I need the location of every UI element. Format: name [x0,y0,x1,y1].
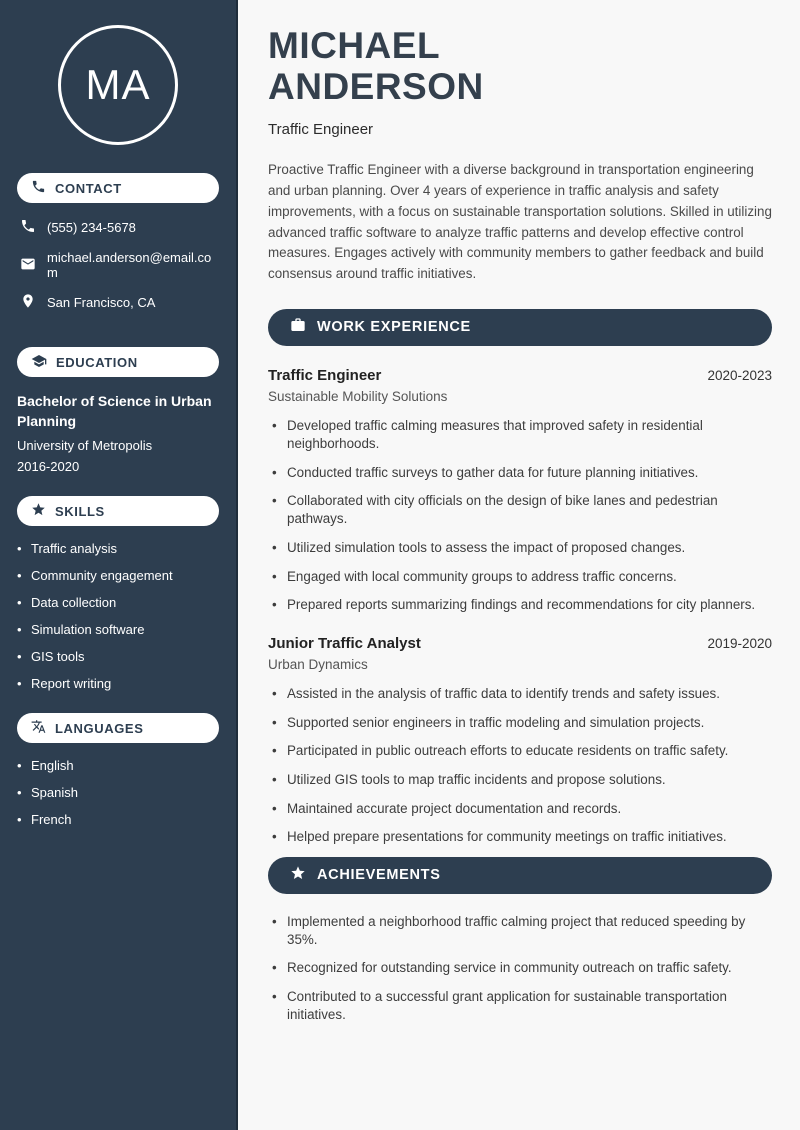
job-role: Traffic Engineer [268,366,382,384]
avatar-initials: MA [85,61,151,108]
contact-section-header [17,173,219,203]
contact-location-row [0,293,236,312]
job-header [268,367,772,384]
skill-item: • Data collection [17,595,219,610]
star-icon [290,865,306,885]
achievements-list [268,913,772,1024]
bullet-item: • Developed traffic calming measures that improved safety in residential neighborhoods. [272,417,772,453]
job-bullet-list [268,417,772,614]
language-item: • French [17,812,219,827]
job-company: Urban Dynamics [268,657,368,673]
contact-section-title: CONTACT [55,180,122,196]
skills-section-title: SKILLS [55,503,105,519]
language-item: • Spanish [17,785,219,800]
skill-item: • Report writing [17,676,219,691]
bullet-item: • Utilized GIS tools to map traffic incidents and propose solutions. [272,771,772,789]
skills-section-header [17,496,219,526]
email-icon [20,256,36,275]
contact-location: San Francisco, CA [47,295,156,310]
achievements-title: ACHIEVEMENTS [317,867,441,884]
contact-phone: (555) 234-5678 [47,220,136,235]
job-entry [268,367,772,614]
graduation-cap-icon [31,353,47,372]
languages-list [0,758,236,827]
education-years: 2016-2020 [17,459,80,475]
skill-item: • Traffic analysis [17,541,219,556]
bullet-item: • Contributed to a successful grant application for sustainable transportation initiatives. [272,988,772,1024]
sidebar [0,0,238,1130]
job-entry [268,635,772,846]
main-content [238,0,800,1130]
skills-list [0,541,236,691]
work-experience-banner [268,309,772,346]
briefcase-icon [290,317,306,337]
job-dates: 2019-2020 [707,636,772,652]
job-header [268,635,772,652]
job-role: Junior Traffic Analyst [268,635,421,653]
bullet-item: • Utilized simulation tools to assess the impact of proposed changes. [272,539,772,557]
bullet-item: • Implemented a neighborhood traffic calming project that reduced speeding by 35%. [272,913,772,949]
languages-section-title: LANGUAGES [55,720,144,736]
bullet-item: • Maintained accurate project documentation and records. [272,800,772,818]
candidate-name [268,26,772,107]
languages-section-header [17,713,219,743]
bullet-item: • Assisted in the analysis of traffic data to identify trends and safety issues. [272,685,772,703]
achievements-banner [268,857,772,894]
phone-icon [20,218,36,237]
bullet-item: • Collaborated with city officials on the design of bike lanes and pedestrian pathways. [272,492,772,528]
bullet-item: • Prepared reports summarizing findings and recommendations for city planners. [272,596,772,614]
education-section-header [17,347,219,377]
bullet-item: • Engaged with local community groups to address traffic concerns. [272,568,772,586]
name-line-1: MICHAEL [268,25,441,66]
bullet-item: • Helped prepare presentations for community meetings on traffic initiatives. [272,828,772,846]
contact-phone-row [0,218,236,237]
candidate-job-title: Traffic Engineer [268,121,374,139]
bullet-item: • Recognized for outstanding service in community outreach on traffic safety. [272,959,772,977]
contact-email-row [0,250,236,280]
job-dates: 2020-2023 [707,367,772,383]
job-bullet-list [268,685,772,846]
language-item: • English [17,758,219,773]
education-section-title: EDUCATION [56,354,138,370]
location-pin-icon [20,293,36,312]
education-entry [0,392,236,474]
education-school: University of Metropolis [17,438,153,454]
contact-email: michael.anderson@email.com [47,250,212,280]
bullet-item: • Supported senior engineers in traffic modeling and simulation projects. [272,714,772,732]
skill-item: • Community engagement [17,568,219,583]
work-experience-title: WORK EXPERIENCE [317,319,471,336]
phone-icon [31,179,46,197]
avatar [58,25,178,145]
translate-icon [31,719,46,737]
education-degree: Bachelor of Science in Urban Planning [17,393,212,429]
bullet-item: • Conducted traffic surveys to gather data for future planning initiatives. [272,464,772,482]
skill-item: • GIS tools [17,649,219,664]
job-company: Sustainable Mobility Solutions [268,388,448,404]
summary-paragraph: Proactive Traffic Engineer with a diverse background in transportation engineering and urban planning. Over 4 years of experience in traffic analysis and safety improvements, with a focus on sustainable transportation solutions. Skilled in utilizing advanced traffic software to analyze traffic patterns and develop effective control measures. Engages actively with community members to gather feedback and build consensus around traffic initiatives. [268,162,772,282]
skill-item: • Simulation software [17,622,219,637]
name-line-2: ANDERSON [268,65,484,107]
bullet-item: • Participated in public outreach efforts to educate residents on traffic safety. [272,742,772,760]
star-icon [31,502,46,520]
